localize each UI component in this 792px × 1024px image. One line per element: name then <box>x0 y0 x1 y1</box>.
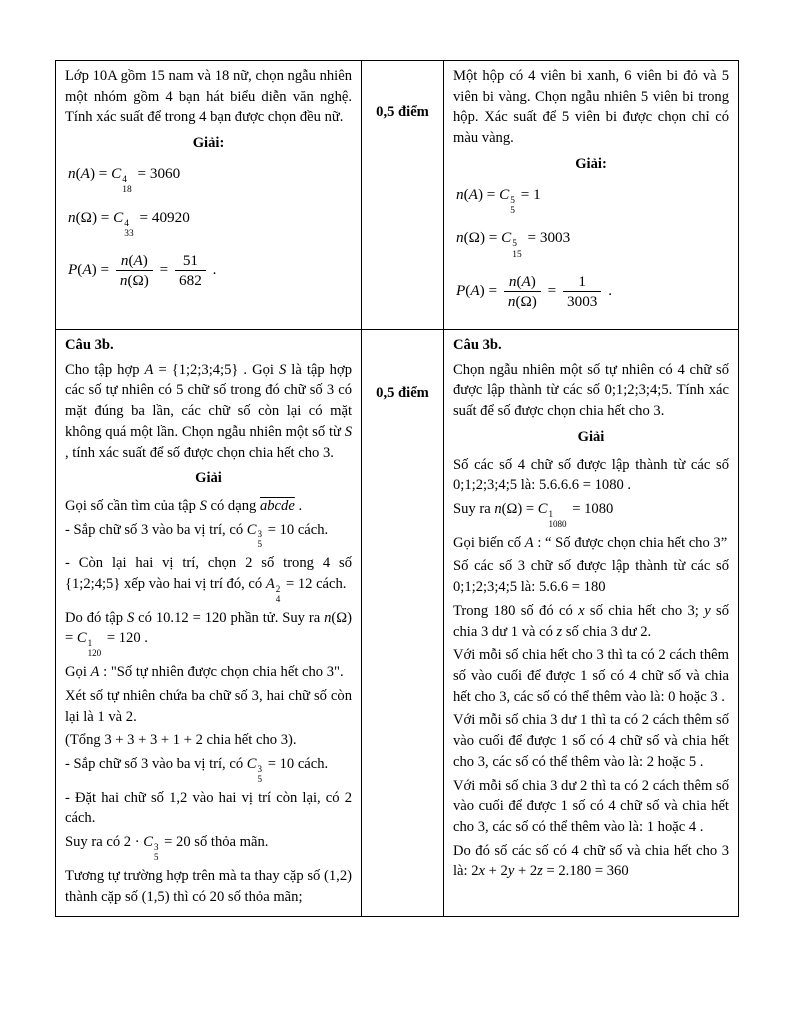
formula-probability: P(A) = $\frac{n(A)}{n(\Omega)}$ = $\frac{51}{682}$ . <box>68 252 217 290</box>
solution-heading: Giải <box>195 470 222 487</box>
solution-line: Trong 180 số đó có x số chia hết cho 3; y số chia 3 dư 1 và có z số chia 3 dư 2. <box>453 602 729 640</box>
cell-problem2-left <box>56 329 362 916</box>
solution-line: Số các số 4 chữ số được lập thành từ các số 0;1;2;3;4;5 là: 5.6.6.6 = 1080 . <box>453 456 729 494</box>
solution-heading: Giải: <box>575 155 607 172</box>
points-label: 0,5 điểm <box>376 384 429 401</box>
question-title: Câu 3b. <box>65 336 114 353</box>
formula-n-omega: n(Ω) = C 5 15 = 3003 <box>456 229 571 260</box>
solution-heading: Giải: <box>192 135 225 152</box>
cell-problem1-right <box>444 61 739 330</box>
solution-line: Với mỗi số chia 3 dư 1 thì ta có 2 cách thêm số vào cuối để được 1 số có 4 chữ số và chia hết cho 3, các số có thể thêm vào là: 2 hoặc 5 . <box>453 712 729 770</box>
solution-line: Gọi số cần tìm của tập S có dạng abcde . <box>65 497 303 514</box>
solution-line: Xét số tự nhiên chứa ba chữ số 3, hai chữ số còn lại là 1 và 2. <box>65 687 352 725</box>
solution-line: Gọi biến cố A : “ Số được chọn chia hết cho 3” <box>453 534 728 551</box>
formula-probability: P(A) = $\frac{n(A)}{n(\Omega)}$ = $\frac{1}{3003}$ . <box>456 272 612 310</box>
solution-line: - Sắp chữ số 3 vào ba vị trí, có C 3 5 = 10 cách. <box>65 521 329 550</box>
question-intro: Chọn ngẫu nhiên một số tự nhiên có 4 chữ số được lập thành từ các số 0;1;2;3;4;5. Tính xác suất để số được chọn chia hết cho 3. <box>453 361 729 420</box>
cell-problem1-left <box>56 61 362 330</box>
cell-points-row2 <box>362 329 444 916</box>
formula-n-A: n(A) = C 5 5 = 1 <box>456 185 541 216</box>
cell-problem2-right <box>444 329 739 916</box>
problem-statement: Lớp 10A gồm 15 nam và 18 nữ, chọn ngẫu nhiên một nhóm gồm 4 bạn hát biểu diễn văn nghệ. Tính xác suất để trong 4 bạn được chọn đều nữ. <box>65 68 352 126</box>
solution-line: - Còn lại hai vị trí, chọn 2 số trong 4 số {1;2;4;5} xếp vào hai vị trí đó, có A 2 4 = 12 cách. <box>65 555 352 604</box>
question-intro: Cho tập hợp A = {1;2;3;4;5} . Gọi S là tập hợp các số tự nhiên có 5 chữ số trong đó chữ số 3 có mặt đúng ba lần, các chữ số còn lại có mặt không quá một lần. Chọn ngẫu nhiên một số từ S , tính xác suất để số được chọn chia hết cho 3. <box>65 361 352 461</box>
solution-line: (Tổng 3 + 3 + 3 + 1 + 2 chia hết cho 3). <box>65 732 297 749</box>
solutions-table <box>55 60 739 917</box>
solution-line: Do đó tập S có 10.12 = 120 phần tử. Suy ra n(Ω) = C 1 120 = 120 . <box>65 609 352 659</box>
table-row <box>56 329 739 916</box>
points-label: 0,5 điểm <box>376 104 429 120</box>
solution-line: Do đó số các số có 4 chữ số và chia hết cho 3 là: 2x + 2y + 2z = 2.180 = 360 <box>453 842 729 880</box>
solution-line: - Sắp chữ số 3 vào ba vị trí, có C 3 5 = 10 cách. <box>65 756 329 784</box>
solution-line: Gọi A : "Số tự nhiên được chọn chia hết cho 3". <box>65 664 344 681</box>
question-title: Câu 3b. <box>453 336 502 353</box>
cell-points-row1 <box>362 61 444 330</box>
solution-line: Tương tự trường hợp trên mà ta thay cặp số (1,2) thành cặp số (1,5) thì có 20 số thỏa mãn; <box>65 867 352 905</box>
solution-line: Số các số 3 chữ số được lập thành từ các số 0;1;2;3;4;5 là: 5.6.6 = 180 <box>453 558 729 596</box>
solution-heading: Giải <box>577 428 605 445</box>
solution-line: Với mỗi số chia 3 dư 2 thì ta có 2 cách thêm số vào cuối để được 1 số có 4 chữ số và chia hết cho 3, các số có thể thêm vào là: 1 hoặc 4 . <box>453 777 729 835</box>
formula-n-omega: n(Ω) = C 4 33 = 40920 <box>68 208 190 239</box>
solution-line: Suy ra có 2 · C 3 5 = 20 số thỏa mãn. <box>65 834 269 862</box>
solution-line: Suy ra n(Ω) = C 1 1080 = 1080 <box>453 500 614 529</box>
solution-line: - Đặt hai chữ số 1,2 vào hai vị trí còn lại, có 2 cách. <box>65 789 352 827</box>
formula-n-A: n(A) = C 4 18 = 3060 <box>68 164 181 196</box>
solution-line: Với mỗi số chia hết cho 3 thì ta có 2 cách thêm số vào cuối để được 1 số có 4 chữ số và chia hết cho 3, các số có thể thêm vào là: 0 hoặc 3 . <box>453 647 729 705</box>
problem-statement: Một hộp có 4 viên bi xanh, 6 viên bi đỏ và 5 viên bi vàng. Chọn ngẫu nhiên 5 viên bi trong hộp. Xác suất để 5 viên bi được chọn chỉ có màu vàng. <box>453 68 729 147</box>
table-row <box>56 61 739 330</box>
